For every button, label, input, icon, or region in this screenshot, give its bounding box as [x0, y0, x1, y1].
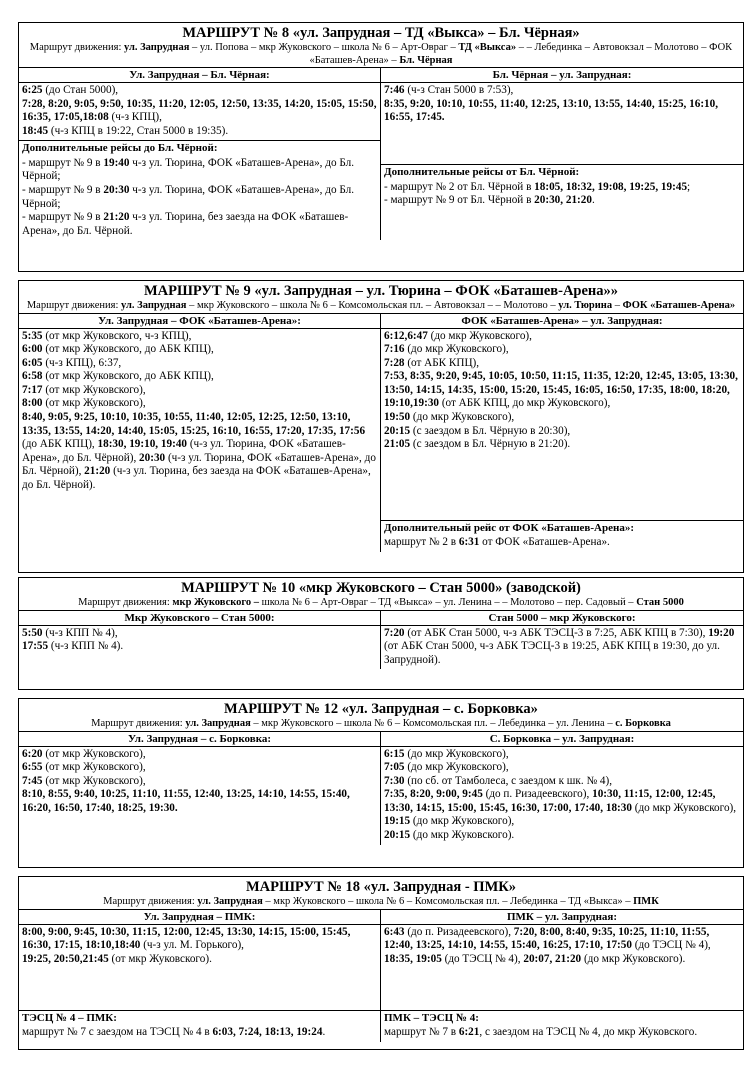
schedule-segment: (от мкр Жуковского). [108, 952, 212, 965]
route-12-movement: Маршрут движения: ул. Запрудная – мкр Жуковского – школа № 6 – Комсомольская пл. – Лебединка – ул. Ленина – с. Борковка [91, 718, 671, 729]
schedule-segment: 6:05 [22, 356, 43, 369]
schedule-segment: 18:45 [22, 124, 49, 137]
schedule-segment: 6:58 [22, 370, 43, 383]
route-9-schedule [19, 314, 743, 552]
schedule-segment: 21:20 [84, 465, 111, 478]
schedule-segment: 7:20 [384, 626, 405, 639]
schedule-segment: 18:30, 19:10, 19:40 [97, 438, 188, 451]
route-9-right-extra-header: Дополнительный рейс от ФОК «Баташев-Арена»: [384, 521, 634, 534]
route-12-left-times [19, 747, 380, 818]
schedule-segment: 20:15 [384, 829, 411, 842]
route-9-header [19, 281, 743, 314]
schedule-segment: 7:20, 8:00, 8:40, 9:35, 10:25, 11:10, 11:55, 12:40, 13:25, 14:10, 14:55, 15:40, 16:25, 17:10, 17:50 [384, 925, 710, 952]
route-18-schedule [19, 910, 743, 1010]
schedule-segment: 19:30 [412, 397, 440, 410]
schedule-segment: (от АБК КПЦ), [404, 356, 480, 369]
route-9-right-col [381, 314, 743, 552]
route-9-left-times [19, 329, 380, 495]
schedule-segment: 19:15 [384, 815, 411, 828]
schedule-segment: (от АБК Стан 5000, ч-з АБК ТЭСЦ-3 в 19:25, АБК КПЦ в 19:30, до ул. Запрудной). [384, 640, 720, 666]
schedule-segment: 19:40 [103, 156, 130, 169]
route-12-title: МАРШРУТ № 12 «ул. Запрудная – с. Борковка» [224, 701, 538, 717]
route-8-right-extra-text [381, 180, 743, 210]
schedule-segment: (от мкр Жуковского), [42, 774, 146, 787]
route-8-block [18, 22, 744, 272]
route-12-header [19, 699, 743, 732]
schedule-segment: (ч-з ул. Тюрина, ФОК «Баташев-Арена», до Бл. Чёрной), [22, 438, 346, 464]
route-12-schedule [19, 732, 743, 845]
schedule-segment: (до мкр Жуковского), [631, 801, 737, 814]
schedule-segment: ч-з ул. Тюрина, без заезда на ФОК «Баташев-Арена», до Бл. Чёрной. [22, 211, 349, 237]
schedule-segment: 6:12, [384, 329, 408, 342]
schedule-segment: - маршрут № 9 в [22, 211, 104, 224]
route-10-right-col [381, 611, 743, 670]
route-8-left-header: Ул. Запрудная – Бл. Чёрная: [19, 68, 380, 83]
schedule-segment: 8:35, 9:20, 10:10, 10:55, 11:40, 12:25, 13:10, 13:55, 14:40, 15:25, 16:10, 16:55, 17:45. [384, 97, 719, 124]
route-8-left-col [19, 68, 381, 240]
route-8-left-times [19, 83, 380, 140]
route-18-left-extra-header: ТЭСЦ № 4 – ПМК: [22, 1011, 117, 1024]
schedule-segment: (от мкр Жуковского, до АБК КПЦ), [42, 370, 214, 383]
schedule-segment: . [591, 194, 595, 207]
schedule-segment: - маршрут № 9 от Бл. Чёрной в [384, 194, 535, 207]
schedule-segment: 7:45 [22, 774, 43, 787]
route-9-right-header: ФОК «Баташев-Арена» – ул. Запрудная: [381, 314, 743, 329]
route-18-movement: Маршрут движения: ул. Запрудная – мкр Жуковского – школа № 6 – Комсомольская пл. – Лебединка – ТД «Выкса» – ПМК [103, 896, 659, 907]
schedule-segment: 7:05 [384, 761, 405, 774]
schedule-segment: (от мкр Жуковского), [42, 397, 146, 410]
schedule-segment: 8:00, 9:00, 9:45, 10:30, 11:15, 12:00, 12:45, 13:30, 14:15, 15:00, 15:45, 16:30, 17:15, 18:10, [22, 925, 351, 952]
route-18-title: МАРШРУТ № 18 «ул. Запрудная - ПМК» [245, 879, 517, 895]
route-12-left-header: Ул. Запрудная – с. Борковка: [19, 732, 380, 747]
schedule-segment: от ФОК «Баташев-Арена». [479, 536, 610, 548]
schedule-segment: маршрут № 7 с заездом на ТЭСЦ № 4 в [22, 1026, 213, 1038]
route-12-right-header: С. Борковка – ул. Запрудная: [381, 732, 743, 747]
schedule-segment: 10:30, 11:15, 12:00, 12:45, 13:30, 14:15, 15:00, 15:45, 16:30, 17:00, 17:40, 18:30 [384, 788, 716, 814]
schedule-segment: 20:30 [103, 184, 130, 197]
route-9-block [18, 280, 744, 573]
schedule-segment: маршрут № 7 в [384, 1026, 459, 1038]
route-10-right-header: Стан 5000 – мкр Жуковского: [381, 611, 743, 626]
schedule-segment: 21:05 [384, 438, 411, 451]
route-18-left-header: Ул. Запрудная – ПМК: [19, 910, 380, 925]
schedule-segment: (от мкр Жуковского), [42, 383, 146, 396]
schedule-segment: . [322, 1026, 326, 1038]
route-18-left-extra [19, 1011, 381, 1042]
schedule-segment: (с заездом в Бл. Чёрную в 21:20). [410, 438, 571, 451]
route-12-right-col [381, 732, 743, 845]
route-9-title: МАРШРУТ № 9 «ул. Запрудная – ул. Тюрина – ФОК «Баташев-Арена»» [143, 283, 619, 299]
schedule-segment: ч-з ул. Тюрина, ФОК «Баташев-Арена», до Бл. Чёрной; [22, 156, 354, 183]
schedule-segment: (ч-з ул. Тюрина, без заезда на ФОК «Баташев-Арена», до Бл. Чёрной). [22, 465, 371, 492]
route-8-schedule [19, 68, 743, 240]
schedule-segment: , с заездом на ТЭСЦ № 4, до мкр Жуковского. [479, 1026, 698, 1038]
schedule-segment: 7:35, 8:20, 9:00, 9:45 [384, 788, 483, 801]
schedule-segment: (ч-з КПП № 4). [48, 640, 124, 653]
schedule-segment: 7:16 [384, 343, 405, 356]
schedule-segment: 7:53, 8:35, 9:20, 9:45, 10:05, 10:50, 11:15, 11:35, 12:20, 12:45, 13:05, 13:30, 13:50, 14:15, 14:35, 15:00, 15:20, 15:45, 16:05, 16:50, 17:35, 18:00, 18:20, 19:10, [384, 370, 738, 410]
schedule-segment: 5:50 [22, 626, 43, 639]
schedule-segment: (до ТЭСЦ № 4), [631, 939, 711, 952]
schedule-segment: маршрут № 2 в [384, 536, 459, 548]
route-10-block [18, 577, 744, 690]
route-18-right-extra-header: ПМК – ТЭСЦ № 4: [384, 1011, 479, 1024]
route-8-left-extra [19, 140, 380, 240]
schedule-segment: (от мкр Жуковского, до АБК КПЦ), [42, 343, 214, 356]
schedule-segment: 20:07, 21:20 [523, 952, 582, 965]
route-12-right-times [381, 747, 743, 845]
schedule-segment: (по сб. от Тамболеса, с заездом к шк. № 4), [404, 774, 613, 787]
schedule-segment: 7:30 [384, 774, 405, 787]
route-18-header [19, 877, 743, 910]
route-18-right-times [381, 925, 743, 1010]
schedule-segment: 18:08 [82, 111, 109, 124]
schedule-segment: (ч-з КПЦ), 6:37, [42, 356, 122, 369]
route-18-block [18, 876, 744, 1050]
schedule-segment: ч-з ул. Тюрина, ФОК «Баташев-Арена», до Бл. Чёрной; [22, 184, 354, 210]
route-8-header [19, 23, 743, 68]
schedule-segment: (от АБК Стан 5000, ч-з АБК ТЭСЦ-3 в 7:25, АБК КПЦ в 7:30), [404, 626, 709, 639]
route-10-right-times [381, 626, 743, 670]
route-12-left-col [19, 732, 381, 845]
route-18-right-extra-text [381, 1025, 743, 1042]
schedule-segment: 7:28, 8:20, 9:05, 9:50, 10:35, 11:20, 12:05, 12:50, 13:35, 14:20, 15:05, 15:50, 16:35, 17:05, [22, 97, 377, 124]
schedule-segment: 6:15 [384, 747, 405, 760]
route-10-header [19, 578, 743, 611]
schedule-segment: 21:20 [103, 211, 130, 224]
route-8-right-header: Бл. Чёрная – ул. Запрудная: [381, 68, 743, 83]
route-10-schedule [19, 611, 743, 670]
schedule-segment: 8:40, 9:05, 9:25, 10:10, 10:35, 10:55, 11:40, 12:05, 12:25, 12:50, 13:10, 13:35, 13:55, 14:20, 14:40, 15:05, 15:25, 16:10, 16:55, 17:20, 17:35, 17:56 [22, 411, 366, 437]
schedule-segment: 6:03, 7:24, 18:13, 19:24 [212, 1026, 323, 1038]
route-9-left-header: Ул. Запрудная – ФОК «Баташев-Арена»: [19, 314, 380, 329]
schedule-segment: - маршрут № 2 от Бл. Чёрной в [384, 180, 535, 193]
route-10-movement: Маршрут движения: мкр Жуковского – школа № 6 – Арт-Овраг – ТД «Выкса» – ул. Ленина – – Молотово – пер. Садовый – Стан 5000 [78, 597, 684, 608]
schedule-segment: 21:45 [82, 952, 109, 965]
schedule-segment: 6:47 [407, 329, 428, 342]
route-10-left-times [19, 626, 380, 656]
schedule-segment: (ч-з ул. М. Горького), [140, 939, 244, 952]
schedule-segment: (до мкр Жуковского), [404, 747, 509, 760]
schedule-segment: (от мкр Жуковского), [42, 747, 146, 760]
schedule-segment: (от мкр Жуковского), [42, 761, 146, 774]
route-8-right-times [381, 83, 743, 164]
schedule-segment: 6:00 [22, 343, 43, 356]
schedule-segment: 19:20 [708, 626, 735, 639]
route-18-left-col [19, 910, 381, 1010]
route-10-left-header: Мкр Жуковского – Стан 5000: [19, 611, 380, 626]
schedule-segment: 6:25 [22, 84, 43, 96]
schedule-segment: (от мкр Жуковского, ч-з КПЦ), [42, 329, 192, 342]
schedule-segment: (до п. Ризадеевского), [404, 925, 514, 938]
schedule-segment: 20:30, 21:20 [534, 194, 592, 207]
route-10-title: МАРШРУТ № 10 «мкр Жуковского – Стан 5000» (заводской) [181, 580, 581, 596]
schedule-segment: (до мкр Жуковского), [410, 815, 515, 828]
schedule-segment: 6:55 [22, 761, 43, 774]
schedule-segment: 7:17 [22, 383, 43, 396]
schedule-segment: (до мкр Жуковского). [410, 829, 515, 842]
schedule-segment: 18:05, 18:32, 19:08, 19:25, 19:45 [534, 180, 688, 193]
route-9-right-extra [381, 520, 743, 552]
schedule-segment: (ч-з КПЦ в 19:22, Стан 5000 в 19:35). [48, 124, 229, 137]
schedule-segment: 19:50 [384, 411, 411, 424]
schedule-segment: (до мкр Жуковского), [410, 411, 515, 424]
schedule-segment: 20:15 [384, 424, 411, 437]
schedule-segment: 6:20 [22, 747, 43, 760]
schedule-segment: 8:10, 8:55, 9:40, 10:25, 11:10, 11:55, 12:40, 13:25, 14:10, 14:55, 15:40, 16:20, 16:50, 17:40, 18:25, 19:30. [22, 788, 350, 814]
route-8-left-extra-text [19, 156, 380, 241]
schedule-segment: (до п. Ризадеевского), [482, 788, 593, 801]
schedule-segment: (до ТЭСЦ № 4), [441, 952, 524, 965]
schedule-segment: (до АБК КПЦ), [22, 438, 98, 451]
schedule-segment: 8:00 [22, 397, 43, 410]
route-8-movement: Маршрут движения: ул. Запрудная – ул. Попова – мкр Жуковского – школа № 6 – Арт-Овраг – ТД «Выкса» – – Лебединка – Автовокзал – Молотово – ФОК «Баташев-Арена» – Бл. Чёрная [29, 42, 733, 66]
route-18-right-col [381, 910, 743, 1010]
route-18-right-extra [381, 1011, 743, 1042]
schedule-segment: 6:31 [458, 536, 480, 548]
schedule-segment: 17:55 [22, 640, 49, 653]
route-10-left-col [19, 611, 381, 670]
schedule-segment: (от АБК КПЦ, до мкр Жуковского), [439, 397, 611, 410]
schedule-segment: (с заездом в Бл. Чёрную в 20:30), [410, 424, 571, 437]
route-8-right-extra [381, 164, 743, 210]
route-18-right-header: ПМК – ул. Запрудная: [381, 910, 743, 925]
route-18-extra-row [19, 1010, 743, 1042]
schedule-segment: ; [687, 180, 691, 193]
schedule-segment: 7:46 [384, 84, 405, 96]
schedule-segment: (ч-з КПП № 4), [42, 626, 118, 639]
schedule-segment: (до мкр Жуковского), [404, 761, 509, 774]
route-8-right-extra-header: Дополнительные рейсы от Бл. Чёрной: [384, 166, 580, 178]
schedule-segment: 6:43 [384, 925, 405, 938]
route-18-left-extra-text [19, 1025, 380, 1042]
route-12-block [18, 698, 744, 868]
schedule-segment: (до мкр Жуковского), [427, 329, 532, 342]
schedule-segment: 7:28 [384, 356, 405, 369]
schedule-segment: (до мкр Жуковского), [404, 343, 509, 356]
schedule-segment: 20:30 [139, 451, 166, 464]
schedule-segment: (ч-з КПЦ), [108, 111, 162, 124]
route-18-left-times [19, 925, 380, 1010]
schedule-segment: 19:25, 20:50, [22, 952, 83, 965]
route-9-movement: Маршрут движения: ул. Запрудная – мкр Жуковского – школа № 6 – Комсомольская пл. – Автовокзал – – Молотово – ул. Тюрина – ФОК «Баташев-Арена» [26, 300, 736, 311]
route-9-left-col [19, 314, 381, 552]
route-8-right-col [381, 68, 743, 240]
schedule-segment: (ч-з ул. Тюрина, ФОК «Баташев-Арена», до Бл. Чёрной), [22, 451, 376, 478]
route-9-right-extra-text [381, 535, 743, 552]
schedule-segment: 18:40 [114, 939, 141, 952]
schedule-segment: 5:35 [22, 329, 43, 342]
schedule-segment: 6:21 [458, 1026, 480, 1038]
route-8-left-extra-header: Дополнительные рейсы до Бл. Чёрной: [22, 142, 218, 155]
route-8-title: МАРШРУТ № 8 «ул. Запрудная – ТД «Выкса» – Бл. Чёрная» [182, 25, 580, 41]
schedule-segment: 18:35, 19:05 [384, 952, 442, 965]
schedule-segment: - маршрут № 9 в [22, 184, 104, 197]
schedule-segment: (до Стан 5000), [42, 84, 119, 96]
schedule-segment: - маршрут № 9 в [22, 156, 104, 169]
schedule-segment: (до мкр Жуковского). [581, 952, 686, 965]
route-9-right-times [381, 329, 743, 520]
schedule-segment: (ч-з Стан 5000 в 7:53), [404, 84, 514, 96]
